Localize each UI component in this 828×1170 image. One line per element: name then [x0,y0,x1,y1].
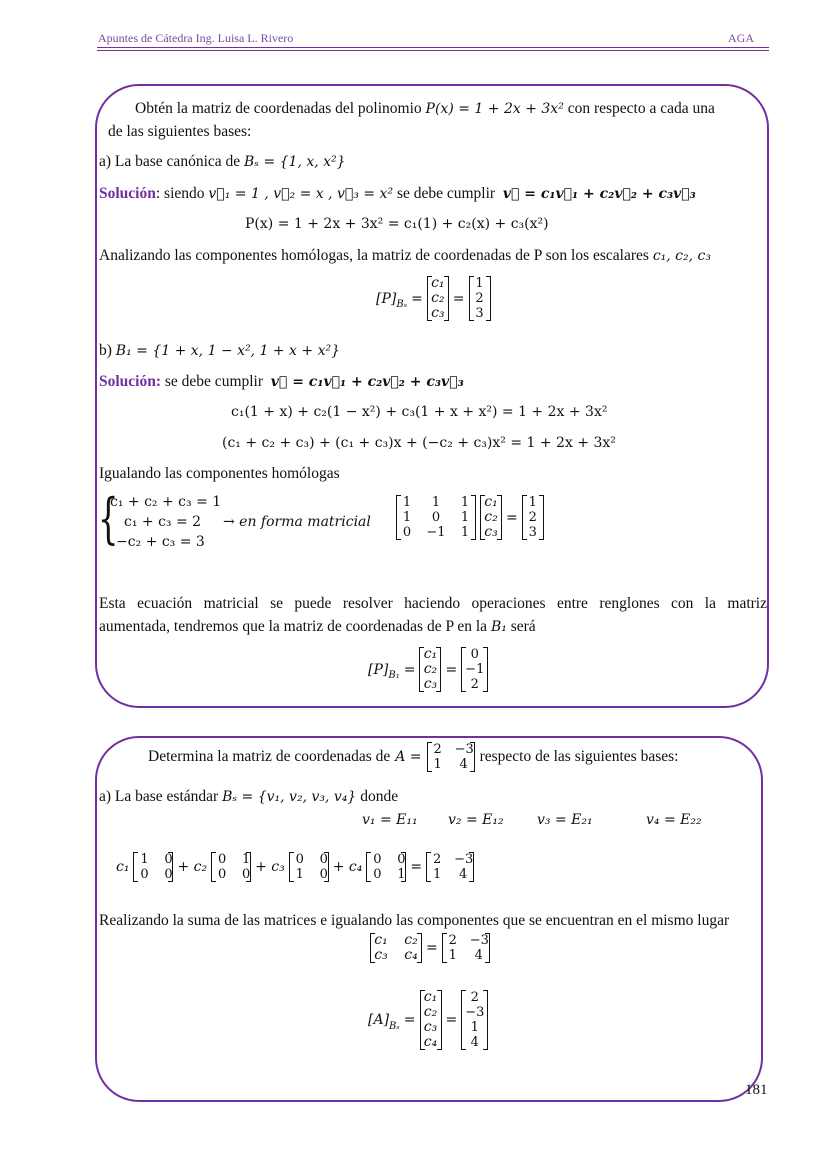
c-matrix-equation: c₁ c₂ c₃ c₄ = 2 −3 1 4 [370,933,490,963]
coefficient-matrix: 1 1 1 1 0 1 0 −1 1 [396,495,476,540]
solution-a-line: Solución: siendo v⃗₁ = 1 , v⃗₂ = x , v⃗₃ = x² se debe cumplir v⃗ = c₁v⃗₁ + c₂v⃗₂ + c₃v⃗₃ [99,185,696,202]
part-a-line: a) La base canónica de Bₛ = {1, x, x²} [99,153,346,170]
vdef-2: v₂ = E₁₂ [448,812,504,828]
system-eq-2: c₁ + c₃ = 2 [124,514,202,530]
rhs-vector: 1 2 3 [522,495,544,540]
linear-combination: c₁ 1 0 0 0 + c₂ 0 1 0 0 + c₃ 0 0 1 0 + c₄ 0 0 0 1 = 2 −3 1 4 [116,852,474,882]
equation-a: P(x) = 1 + 2x + 3x² = c₁(1) + c₂(x) + c₃(x²) [245,216,549,232]
header-left: Apuntes de Cátedra Ing. Luisa L. Rivero [98,31,294,45]
unknown-vector: c₁ c₂ c₃ [480,495,502,540]
coord-A-unknowns: c₁ c₂ c₃ c₄ [420,990,442,1050]
E12-matrix: 0 1 0 0 [211,852,251,882]
summing-line: Realizando la suma de las matrices e igualando las componentes que se encuentran en el mismo lugar [99,912,730,929]
part-b-line: b) B₁ = {1 + x, 1 − x², 1 + x + x²} [99,342,340,359]
coord-vector-a: [P] $_{B_s}$ = c₁ c₂ c₃ = 1 2 3 [376,276,491,321]
page-number: 181 [745,1082,768,1098]
equating-line: Igualando las componentes homólogas [99,465,340,482]
matrix-A: 2 −3 1 4 [427,742,475,772]
vdef-1: v₁ = E₁₁ [362,812,418,828]
header-rule [97,47,769,48]
paragraph-line-1: Esta ecuación matricial se puede resolver haciendo operaciones entre renglones con la matriz [99,595,767,612]
matrix-form-label: → en forma matricial [223,514,371,530]
coord-a-unknowns: c₁ c₂ c₃ [427,276,449,321]
system-brace: { [97,487,119,550]
solution-b-line: Solución: se debe cumplir v⃗ = c₁v⃗₁ + c₂v⃗₂ + c₃v⃗₃ [99,373,464,390]
A-matrix-repeat: 2 −3 1 4 [442,933,490,963]
c-matrix: c₁ c₂ c₃ c₄ [370,933,422,963]
vdef-4: v₄ = E₂₂ [646,812,702,828]
matrix-equation: 1 1 1 1 0 1 0 −1 1 c₁ c₂ c₃ = 1 2 3 [396,495,544,540]
box2-intro-line: Determina la matriz de coordenadas de A = 2 −3 1 4 respecto de las siguientes bases: [148,742,679,772]
system-eq-1: c₁ + c₂ + c₃ = 1 [110,494,222,510]
E21-matrix: 0 0 1 0 [289,852,329,882]
coord-b-unknowns: c₁ c₂ c₃ [419,647,441,692]
exercise-box-1 [95,84,769,708]
header-rule-2 [97,50,769,51]
equation-b2: (c₁ + c₂ + c₃) + (c₁ + c₃)x + (−c₂ + c₃)x² = 1 + 2x + 3x² [222,435,616,451]
box2-part-a-line: a) La base estándar Bₛ = {v₁, v₂, v₃, v₄} donde [99,788,399,805]
equation-b1: c₁(1 + x) + c₂(1 − x²) + c₃(1 + x + x²) = 1 + 2x + 3x² [231,404,608,420]
coord-vector-A: [A] $_{B_s}$ = c₁ c₂ c₃ c₄ = 2 −3 1 4 [368,990,488,1050]
analysis-line: Analizando las componentes homólogas, la matriz de coordenadas de P son los escalares c₁, c₂, c₃ [99,247,711,264]
coord-A-values: 2 −3 1 4 [461,990,488,1050]
E11-matrix: 1 0 0 0 [133,852,173,882]
box1-intro-line: Obtén la matriz de coordenadas del polinomio P(x) = 1 + 2x + 3x² con respecto a cada una [135,100,715,117]
coord-a-values: 1 2 3 [469,276,491,321]
result-matrix: 2 −3 1 4 [426,852,474,882]
header-right: AGA [728,31,754,45]
coord-vector-b: [P] $_{B_1}$ = c₁ c₂ c₃ = 0 −1 2 [368,647,488,692]
box1-intro-line2: de las siguientes bases: [108,123,252,140]
coord-b-values: 0 −1 2 [461,647,488,692]
paragraph-line-2: aumentada, tendremos que la matriz de coordenadas de P en la B₁ será [99,618,536,635]
vdef-3: v₃ = E₂₁ [537,812,593,828]
E22-matrix: 0 0 0 1 [366,852,406,882]
system-eq-3: −c₂ + c₃ = 3 [116,534,205,550]
